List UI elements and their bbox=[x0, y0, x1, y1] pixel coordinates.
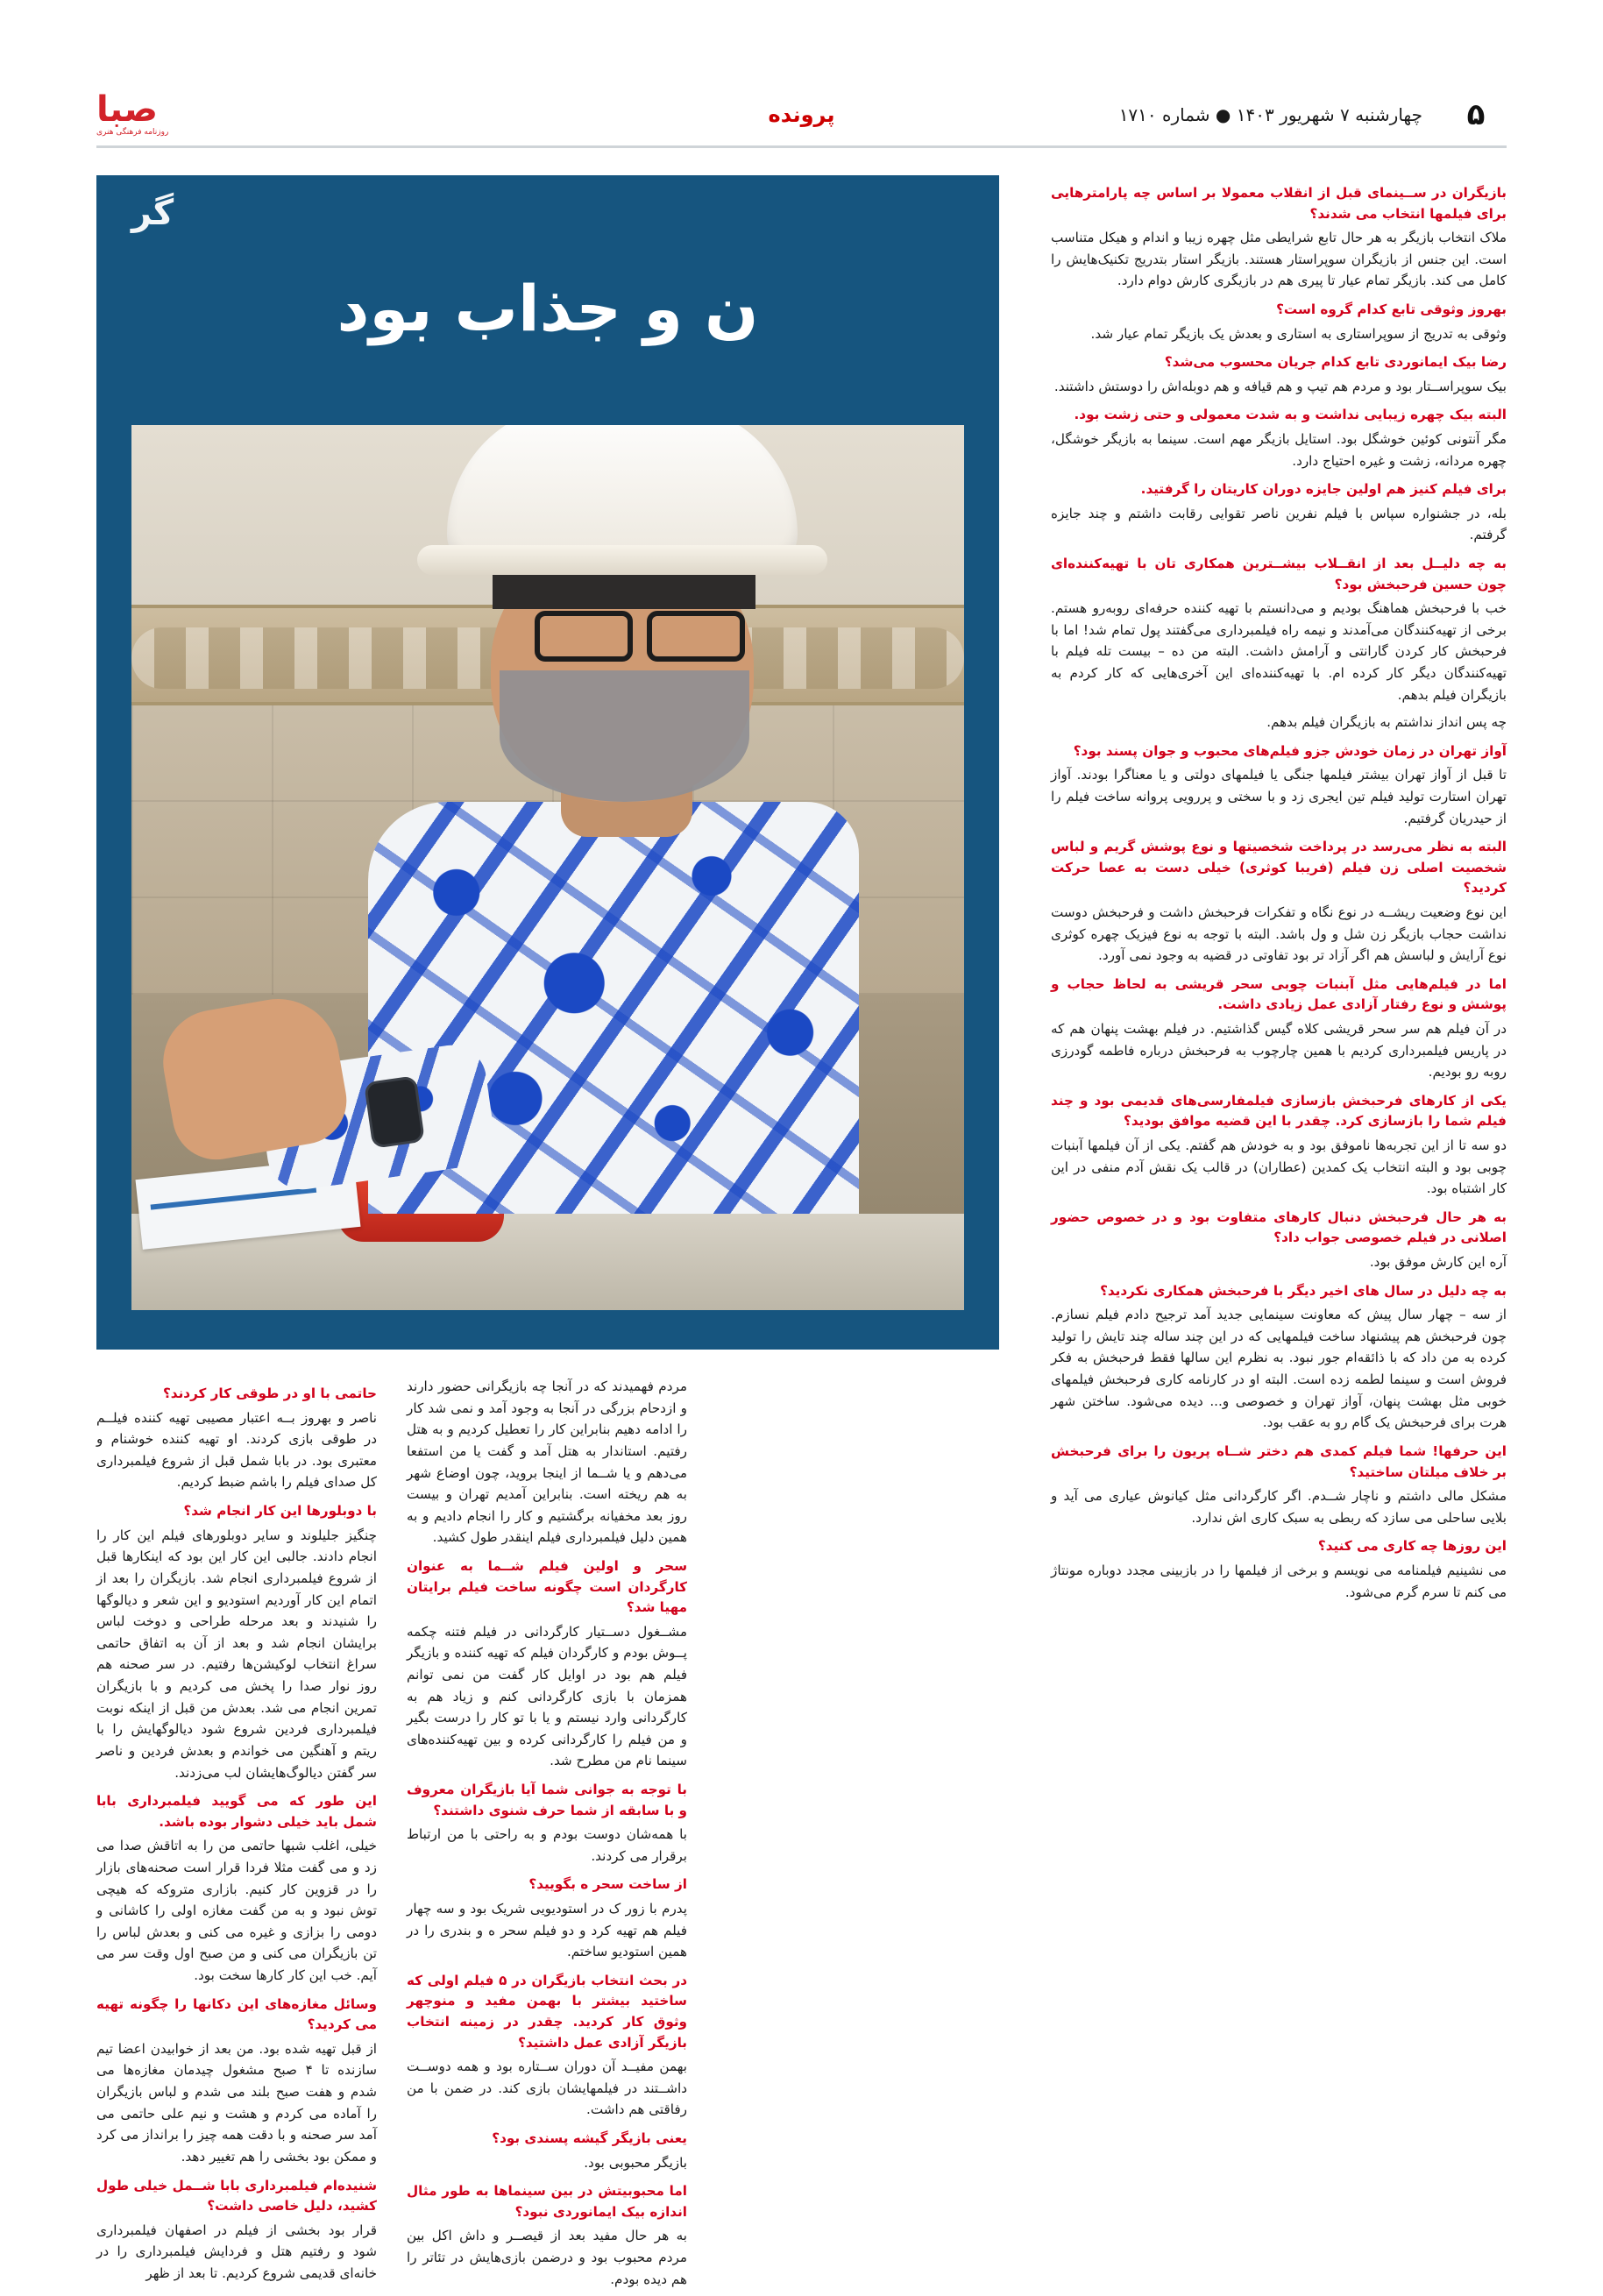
article-lower-column-2 bbox=[407, 1376, 687, 2296]
interview-question: وسائل مغازه‌های این دکانها را چگونه تهیه می کردید؟ bbox=[96, 1995, 377, 2033]
interview-answer: با همه‌شان دوست بودم و به راحتی با من ارتباط برقرار می کردند. bbox=[407, 1826, 687, 1864]
page-header bbox=[0, 84, 1603, 145]
interview-question: از ساخت سحر ه بگویید؟ bbox=[528, 1876, 687, 1893]
interview-answer: چنگیز جلیلوند و سایر دوبلورهای فیلم این کار را انجام دادند. جالبی این کار این بود که اینکارها قبل از شروع فیلمبرداری انجام شد. بازیگران را بعد از اتمام این کار آوردیم استودیو و این شعر و دیالوگها را شنیدند و بعد مرحله طراحی و دوخت لباس برایشان انجام شد و بعد از آن به اتفاق حاتمی سراغ انتخاب لوکیشن‌ها رفتیم. در سر صحنه هم روز نوار صدا را پخش می کردیم و با بازیگران تمرین انجام می شد. بعدش من قبل از اینکه نوبت فیلمبرداری فردین شروع شود دیالوگهایش را با ریتم و آهنگین می خواندم و بعدش فردین و ناصر سر گفتن دیالوگ‌هایشان لب می‌زدند. bbox=[96, 1527, 377, 1781]
page-number-box bbox=[1445, 97, 1507, 132]
hero-title: ن و جذاب بود bbox=[337, 272, 759, 345]
interview-answer: دو سه تا از این تجربه‌ها ناموفق بود و به خودش هم گفتم. یکی از آن فیلمها آبنبات چوبی بود و البته انتخاب یک کمدین (عطاران) در قالب یک نقش آدم منفی در این کار اشتباه بود. bbox=[1051, 1137, 1507, 1197]
interview-answer: ملاک انتخاب بازیگر به هر حال تابع شرایطی مثل چهره زیبا و اندام و هیکل متناسب است. این جنس از بازیگران سوپراستار هستند. بازیگر استار بتدریج تکنیک‌هایش را کامل می کند. بازیگر تمام عیار تا پیری هم در بازیگری کارش دوام دارد. bbox=[1051, 230, 1507, 289]
interview-question: اما محبوبیتش در بین سینماها به طور مثال اندازه بیک ایمانوردی نبود؟ bbox=[407, 2183, 687, 2220]
issue-date: چهارشنبه ۷ شهریور ۱۴۰۳ ● شماره ۱۷۱۰ bbox=[1118, 104, 1422, 125]
interview-answer: خب با فرحبخش هماهنگ بودیم و می‌دانستم با تهیه کننده حرفه‌ای روبه‌رو هستم. برخی از تهیه‌کنندگان می‌آمدند و نیمه راه فیلمبرداری می‌گفتند پول تمام شد! اما با فرحبخش کار کردن گارانتی و آرامش داشت. البته من ده – بیست تله فیلم با تهیه‌کنندگان دیگر کار کرده ام. با تهیه‌کننده‌ای این آخری‌هایی که کار کردم به بازیگران فیلم بدهم. bbox=[1051, 600, 1507, 703]
interview-question: به چه دلیل در سال های اخیر دیگر با فرحبخش همکاری نکردید؟ bbox=[1100, 1282, 1507, 1299]
interview-answer: بله، در جشنواره سپاس با فیلم نفرین ناصر تقوایی رقابت داشتم و چند جایزه گرفتم. bbox=[1051, 505, 1507, 543]
interview-answer: به هر حال مفید بعد از قیصــر و داش اکل بین مردم محبوب بود و درضمن بازی‌هایش در تئاتر را هم دیده بودم. bbox=[407, 2228, 687, 2287]
hero-kicker: گر bbox=[131, 193, 174, 233]
interview-answer: بازیگر محبوبی بود. bbox=[584, 2154, 687, 2171]
interview-answer: تا قبل از آواز تهران بیشتر فیلمها جنگی یا فیلمهای دولتی و یا معناگرا بودند. آواز تهران استارت تولید فیلم تین ایجری زد و با سختی و پررویی پروانه ساخت فیلم را از حیدریان گرفتیم. bbox=[1051, 767, 1507, 826]
masthead-subtitle: روزنامه فرهنگی هنری bbox=[96, 128, 169, 137]
section-title: پرونده bbox=[768, 103, 835, 127]
interview-question: البته به نظر می‌رسد در پرداخت شخصیتها و نوع پوشش گریم و لباس شخصیت اصلی زن فیلم (فریبا کوثری) خیلی دست به عصا حرکت کردید؟ bbox=[1051, 839, 1507, 896]
interview-question: آواز تهران در زمان خودش جزو فیلم‌های محبوب و جوان پسند بود؟ bbox=[1073, 742, 1507, 759]
interview-answer: ناصر و بهروز بــه اعتبار مصیبی تهیه کننده فیلــم در طوقی بازی کردند. او تهیه کننده خوشنام و معتبری بود. در بابا شمل قبل از شروع فیلمبرداری کل صدای فیلم را باشم ضبط کردیم. bbox=[96, 1409, 377, 1491]
interview-question: به چه دلیــل بعد از انقــلاب بیشــترین همکاری تان با تهیه‌کننده‌ای چون حسین فرحبخش بود؟ bbox=[1051, 556, 1507, 592]
interview-question: رضا بیک ایمانوردی تابع کدام جریان محسوب می‌شد؟ bbox=[1164, 354, 1507, 371]
interview-answer: چه پس انداز نداشتم به بازیگران فیلم بدهم. bbox=[1266, 714, 1507, 731]
interview-answer: در آن فیلم هم سر سحر قریشی کلاه گیس گذاشتیم. در فیلم بهشت پنهان هم که در پاریس فیلمبرداری کردیم با همین چارچوب به فرحبخش درباره فاطمه گودرزی روبه رو بودیم. bbox=[1051, 1021, 1507, 1081]
hero-panel bbox=[96, 175, 999, 1350]
photo-hat bbox=[447, 425, 798, 570]
page-content bbox=[96, 175, 1507, 2287]
interview-answer: قرار بود بخشی از فیلم در اصفهان فیلمبرداری شود و رفتیم هتل و فردایش فیلمبرداری را در خانه‌ای قدیمی شروع کردیم. تا بعد از ظهر bbox=[96, 2222, 377, 2281]
interview-question: حاتمی با او در طوقی کار کردند؟ bbox=[163, 1385, 377, 1401]
interview-question: این روزها چه کاری می کنید؟ bbox=[1317, 1538, 1507, 1555]
interview-answer: آره این کارش موفق بود. bbox=[1369, 1254, 1507, 1270]
interview-question: شنیده‌ام فیلمبرداری بابا شــمل خیلی طول کشید، دلیل خاصی داشت؟ bbox=[96, 2177, 377, 2215]
interview-question: این طور که می گویید فیلمبرداری بابا شمل باید خیلی دشوار بوده باشد. bbox=[96, 1793, 377, 1830]
interview-answer: خیلی، اغلب شبها حاتمی من را به اتاقش صدا می زد و می گفت مثلا فردا قرار است صحنه‌های بازار را در قزوین کار کنیم. بازاری متروکه که هیچی توش نبود و به من گفت مغازه اولی را کاشانی و دومی را بزازی و غیره می کنی و بعدش لباس را تن بازیگران می کنی و من صبح اول وقت سر می آیم. خب این کار کارها سخت بود. bbox=[96, 1838, 377, 1983]
interview-question: با دوبلورها این کار انجام شد؟ bbox=[183, 1503, 377, 1520]
interview-question: به هر حال فرحبخش دنبال کارهای متفاوت بود و در خصوص حضور اصلانی در فیلم خصوصی جواب داد؟ bbox=[1051, 1208, 1507, 1246]
interview-answer: از قبل تهیه شده بود. من بعد از خوابیدن اعضا تیم سازنده تا ۴ صبح مشغول چیدمان مغازه‌ها می شدم و هفت صبح بلند می شدم و لباس بازیگران را آماده می کردم و هشت و نیم علی حاتمی می آمد سر صحنه و با دقت همه چیز را برانداز می کرد و ممکن بود بخشی را هم تغییر دهد. bbox=[96, 2040, 378, 2165]
interview-answer: بیک سوپراســتار بود و مردم هم تیپ و هم قیافه و هم دوبله‌اش را دوستش داشتند. bbox=[1053, 378, 1507, 394]
photo-glasses bbox=[526, 611, 745, 653]
interview-question: بازیگران در ســینمای قبل از انقلاب معمولا بر اساس چه پارامترهایی برای فیلمها انتخاب می شدند؟ bbox=[1051, 185, 1507, 222]
interview-question: بهروز وثوقی تابع کدام گروه است؟ bbox=[1276, 301, 1507, 317]
masthead bbox=[96, 89, 169, 137]
interview-question: در بحث انتخاب بازیگران در ۵ فیلم اولی که ساختید بیشتر با بهمن مفید و منوچهر وثوق کار کردید. چقدر در زمینه انتخاب بازیگر آزادی عمل داشتید؟ bbox=[407, 1972, 687, 2051]
photo-wristwatch bbox=[364, 1075, 425, 1149]
interview-question: یعنی بازیگر گیشه پسندی بود؟ bbox=[492, 2130, 687, 2146]
interview-question: این حرفها! شما فیلم کمدی هم دختر شــاه پریون را برای فرحبخش بر خلاف میلتان ساختید؟ bbox=[1051, 1442, 1507, 1480]
photo-beard bbox=[500, 670, 749, 802]
interview-answer: وثوقی به تدریج از سوپراستاری به استاری و بعدش یک بازیگر تمام عیار شد. bbox=[1090, 325, 1507, 342]
interview-question: اما در فیلم‌هایی مثل آبنبات چوبی سحر قریشی به لحاظ حجاب و پوشش و نوع رفتار آزادی عمل زیادی داشت. bbox=[1051, 975, 1507, 1013]
interview-answer: مگر آنتونی کوئین خوشگل بود. استایل بازیگر مهم است. سینما به بازیگر خوشگل، چهره مردانه، زشت و غیره احتیاج دارد. bbox=[1051, 430, 1507, 469]
interview-answer: مشکل مالی داشتم و ناچار شــدم. اگر کارگردانی مثل کیانوش عیاری می آید و بلایی ساحلی می سازد که ربطی به سبک کاری اش ندارد. bbox=[1051, 1488, 1507, 1526]
interview-answer: بهمن مفیــد آن دوران ســتاره بود و همه دوســت داشــتند در فیلمهایشان بازی کند. در ضمن با من رفاقتی هم داشت. bbox=[407, 2059, 687, 2118]
header-divider bbox=[96, 145, 1507, 148]
article-photo bbox=[131, 425, 964, 1310]
interview-question: برای فیلم کنیز هم اولین جایزه دوران کاریتان را گرفتید. bbox=[1140, 481, 1507, 498]
interview-question: سحر و اولین فیلم شــما به عنوان کارگردان است چگونه ساخت فیلم برایتان مهیا شد؟ bbox=[407, 1558, 687, 1616]
page-number: ۵ bbox=[1466, 97, 1486, 132]
interview-answer: مردم فهمیدند که در آنجا چه بازیگرانی حضور دارند و ازدحام بزرگی در آنجا به وجود آمد و نمی شد کار را ادامه دهیم بنابراین کار را تعطیل کردیم و به هتل رفتیم. استاندار به هتل آمد و گفت یا من استفعا می‌دهم و یا شــما از اینجا بروید، چون اوضاع شهر به هم ریخته است. بنابراین آمدیم تهران و بیست روز بعد مخفیانه برگشتیم و کار را انجام دادیم و به همین دلیل فیلمبرداری فیلم اینقدر طول کشید. bbox=[407, 1378, 687, 1546]
interview-question: یکی از کارهای فرحبخش بازسازی فیلمفارسی‌های قدیمی بود و چند فیلم شما را بازسازی کرد. چقدر با این قضیه موافق بودید؟ bbox=[1051, 1092, 1507, 1130]
article-lower-columns bbox=[96, 1376, 999, 2296]
interview-answer: از سه – چهار سال پیش که معاونت سینمایی جدید آمد ترجیح دادم فیلم نسازم. چون فرحبخش هم پیشنهاد ساخت فیلمهایی که در این چند ساله چند تایش را تولید کرده به من داد که با ذائقه‌ام جور نبود. به نظرم این سالها فقط فرحبخش به فکر فروش است و سینما لطمه زده است. البته او در کارنامه کاری فرحبخش فیلمهای خوبی مثل بهشت پنهان، آواز تهران و خصوصی و... دیده می‌شود. ساختن شهر هرت برای فرحبخش یک گام رو به عقب بود. bbox=[1051, 1307, 1507, 1431]
masthead-logo: صبا bbox=[96, 89, 158, 130]
interview-answer: پدرم با زور ک در استودیویی شریک بود و سه چهار فیلم هم تهیه کرد و دو فیلم سحر ه و بندری را در همین استودیو ساختم. bbox=[407, 1901, 687, 1960]
article-column-right bbox=[1051, 175, 1507, 1609]
interview-answer: مشــغول دســتیار کارگردانی در فیلم فتنه چکمه پــوش بودم و کارگردان فیلم که تهیه کننده و بازیگر فیلم هم بود در اوایل کار گفت من نمی توانم همزمان با بازی کارگردانی کنم و زیاد هم به کارگردانی وارد نیستم و یا با تو کار را درست بگیر و من فیلم را کارگردانی کرده و بین تهیه‌کننده‌های سینما نام من مطرح شد. bbox=[407, 1623, 687, 1769]
interview-answer: این نوع وضعیت ریشــه در نوع نگاه و تفکرات فرحبخش داشت و فرحبخش دوست نداشت حجاب بازیگر زن شل و ول باشد. البته با توجه به نوع فیزیک چهره کوثری نوع آرایش و لباسش هم اگر آزاد تر بود تفاوتی در قضیه به وجود نمی آورد. bbox=[1051, 904, 1507, 964]
header-date-group bbox=[1118, 97, 1507, 132]
article-lower-column-1 bbox=[96, 1376, 377, 2296]
interview-question: با توجه به جوانی شما آیا بازیگران معروف و با سابقه از شما حرف شنوی داشتند؟ bbox=[407, 1782, 687, 1818]
interview-question: البته بیک چهره زیبایی نداشت و به شدت معمولی و حتی زشت بود. bbox=[1074, 407, 1507, 423]
interview-answer: می نشینیم فیلمنامه می نویسم و برخی از فیلمها را در بازبینی مجدد دوباره مونتاژ می کنم تا سرم گرم می‌شود. bbox=[1051, 1562, 1507, 1600]
